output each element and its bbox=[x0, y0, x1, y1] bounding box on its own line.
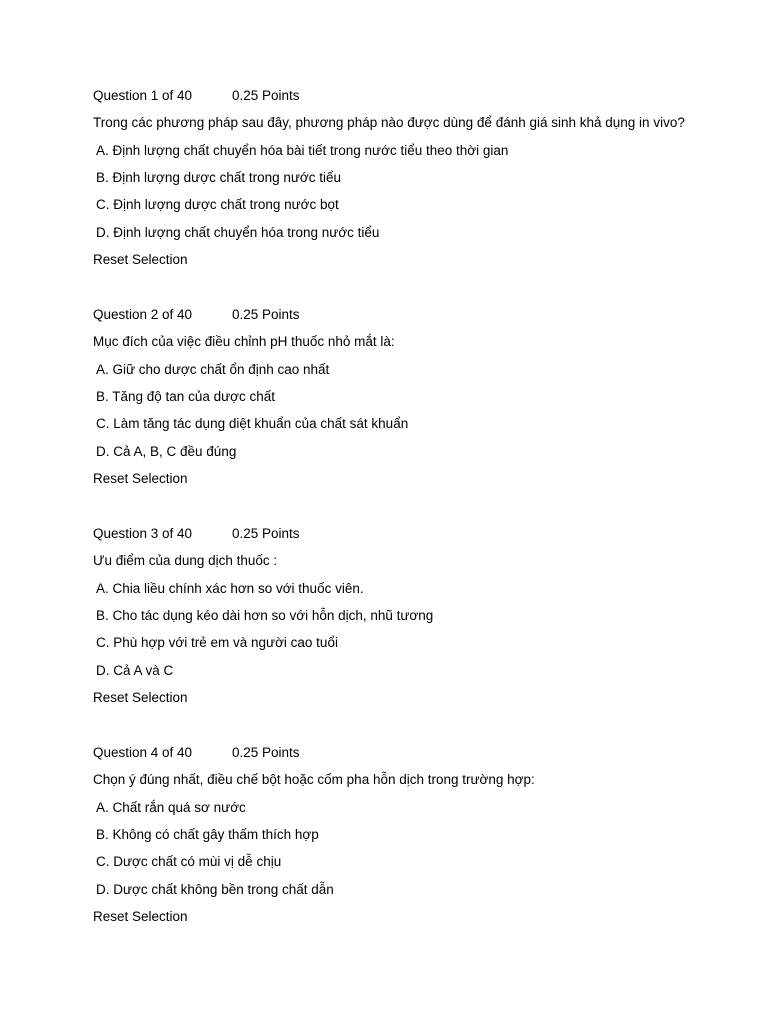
question-block-1 bbox=[93, 82, 733, 273]
question-header bbox=[93, 520, 733, 547]
answer-option-c[interactable]: C. Phù hợp với trẻ em và người cao tuổi bbox=[96, 635, 338, 651]
answer-option-b[interactable]: B. Không có chất gây thấm thích hợp bbox=[96, 826, 319, 842]
question-header bbox=[93, 82, 733, 109]
answer-option-b[interactable]: B. Định lượng dược chất trong nước tiểu bbox=[96, 169, 342, 185]
answer-option-a[interactable]: A. Giữ cho dược chất ổn định cao nhất bbox=[96, 361, 330, 377]
answer-option-d[interactable]: D. Dược chất không bền trong chất dẫn bbox=[96, 881, 334, 897]
question-number: Question 3 of 40 bbox=[93, 526, 193, 541]
answer-option-b[interactable]: B. Cho tác dụng kéo dài hơn so với hỗn dịch, nhũ tương bbox=[96, 607, 434, 623]
answer-option-d[interactable]: D. Cả A, B, C đều đúng bbox=[96, 443, 237, 459]
question-points: 0.25 Points bbox=[232, 307, 300, 322]
answer-option-c[interactable]: C. Dược chất có mùi vị dễ chịu bbox=[96, 854, 282, 870]
question-number: Question 1 of 40 bbox=[93, 88, 193, 103]
question-points: 0.25 Points bbox=[232, 88, 300, 103]
question-text: Trong các phương pháp sau đây, phương pháp nào được dùng để đánh giá sinh khả dụng in vivo? bbox=[93, 115, 685, 131]
question-points: 0.25 Points bbox=[232, 526, 300, 541]
question-text: Ưu điểm của dung dịch thuốc : bbox=[93, 553, 278, 569]
answer-option-b[interactable]: B. Tăng độ tan của dược chất bbox=[96, 388, 276, 404]
question-block-4 bbox=[93, 739, 733, 930]
answer-option-a[interactable]: A. Chia liều chính xác hơn so với thuốc viên. bbox=[96, 580, 364, 596]
answer-option-a[interactable]: A. Chất rắn quá sơ nước bbox=[96, 799, 246, 815]
question-text: Mục đích của việc điều chỉnh pH thuốc nhỏ mắt là: bbox=[93, 334, 395, 350]
question-number: Question 4 of 40 bbox=[93, 745, 193, 760]
question-header bbox=[93, 739, 733, 766]
question-header bbox=[93, 301, 733, 328]
answer-option-d[interactable]: D. Cả A và C bbox=[96, 662, 174, 678]
question-text: Chọn ý đúng nhất, điều chế bột hoặc cốm pha hỗn dịch trong trường hợp: bbox=[93, 772, 535, 788]
question-block-2 bbox=[93, 301, 733, 492]
question-number: Question 2 of 40 bbox=[93, 307, 193, 322]
reset-selection-link[interactable]: Reset Selection bbox=[93, 252, 188, 268]
question-block-3 bbox=[93, 520, 733, 711]
answer-option-a[interactable]: A. Định lượng chất chuyển hóa bài tiết trong nước tiểu theo thời gian bbox=[96, 142, 509, 158]
answer-option-c[interactable]: C. Làm tăng tác dụng diệt khuẩn của chất sát khuẩn bbox=[96, 416, 409, 432]
reset-selection-link[interactable]: Reset Selection bbox=[93, 690, 188, 706]
answer-option-d[interactable]: D. Định lượng chất chuyển hóa trong nước tiểu bbox=[96, 224, 380, 240]
reset-selection-link[interactable]: Reset Selection bbox=[93, 909, 188, 925]
question-points: 0.25 Points bbox=[232, 745, 300, 760]
reset-selection-link[interactable]: Reset Selection bbox=[93, 471, 188, 487]
answer-option-c[interactable]: C. Định lượng dược chất trong nước bọt bbox=[96, 197, 339, 213]
